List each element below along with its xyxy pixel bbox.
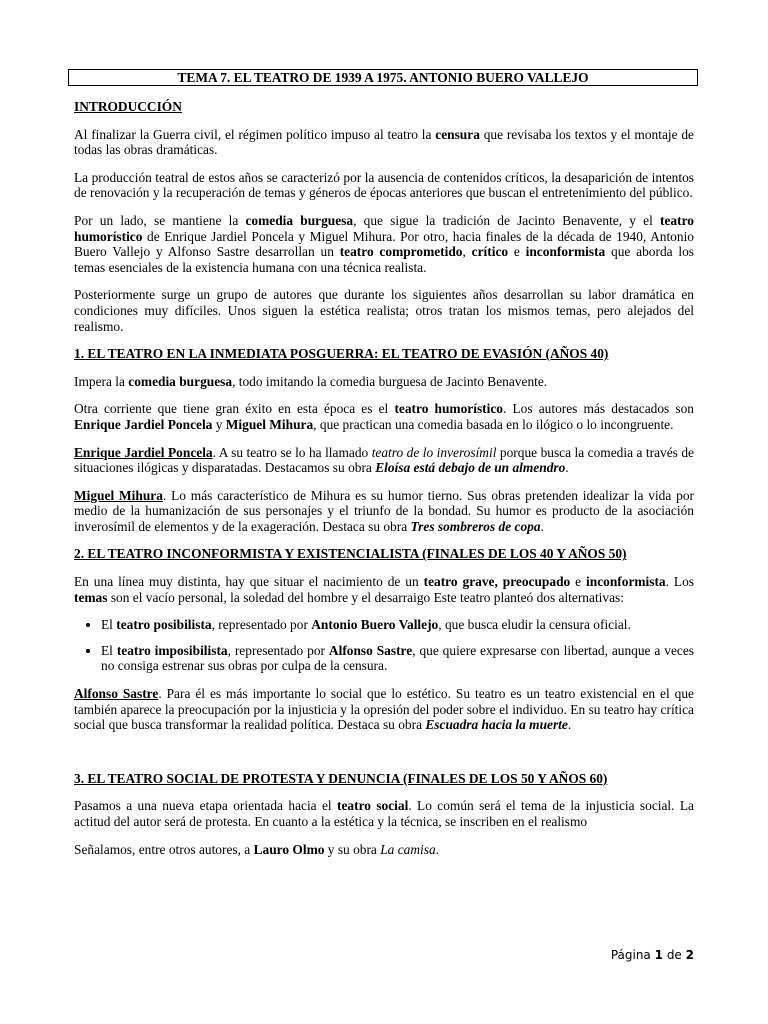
bullet-list	[74, 617, 694, 674]
document-title: TEMA 7. EL TEATRO DE 1939 A 1975. ANTONIO BUERO VALLEJO	[68, 69, 698, 86]
list-item: • El teatro posibilista, representado por Antonio Buero Vallejo, que busca eludir la censura oficial.	[101, 617, 694, 633]
paragraph: Otra corriente que tiene gran éxito en esta época es el teatro humorístico. Los autores más destacados son Enrique Jardiel Poncela y Miguel Mihura, que practican una comedia basada en lo ilógico o lo incongruente.	[74, 401, 695, 432]
heading-section-3: 3. EL TEATRO SOCIAL DE PROTESTA Y DENUNCIA (FINALES DE LOS 50 Y AÑOS 60)	[74, 770, 608, 786]
paragraph: Pasamos a una nueva etapa orientada hacia el teatro social. Lo común será el tema de la injusticia social. La actitud del autor será de protesta. En cuanto a la estética y la técnica, se inscriben en el realismo	[74, 798, 694, 829]
paragraph: Impera la comedia burguesa, todo imitando la comedia burguesa de Jacinto Benavente.	[74, 373, 548, 389]
heading-section-2: 2. EL TEATRO INCONFORMISTA Y EXISTENCIALISTA (FINALES DE LOS 40 Y AÑOS 50)	[74, 546, 627, 562]
document-body	[74, 99, 694, 869]
paragraph: Señalamos, entre otros autores, a Lauro Olmo y su obra La camisa.	[74, 841, 440, 857]
paragraph: Posteriormente surge un grupo de autores que durante los siguientes años desarrollan su labor dramática en condiciones muy difíciles. Unos siguen la estética realista; otros tratan los mismos temas, pero alejados del realismo.	[74, 287, 694, 334]
page-number: Página 1 de 2	[610, 948, 694, 962]
paragraph: Miguel Mihura. Lo más característico de Mihura es su humor tierno. Sus obras pretenden idealizar la vida por medio de la humanización de sus personajes y el triunfo de la bondad. Su humor es producto de la asociación inverosímil de elementos y de la exageración. Destaca su obra Tres sombreros de copa.	[74, 487, 694, 534]
heading-introduccion: INTRODUCCIÓN	[74, 99, 182, 114]
paragraph: Enrique Jardiel Poncela. A su teatro se lo ha llamado teatro de lo inverosímil porque busca la comedia a través de situaciones ilógicas y disparatadas. Destacamos su obra Eloísa está debajo de un almendro.	[74, 444, 695, 476]
paragraph: Por un lado, se mantiene la comedia burguesa, que sigue la tradición de Jacinto Benavente, y el teatro humorístico de Enrique Jardiel Poncela y Miguel Mihura. Por otro, hacia finales de la década de 1940, Antonio Buero Vallejo y Alfonso Sastre desarrollan un teatro comprometido, crítico e inconformista que aborda los temas esenciales de la existencia humana con una técnica realista.	[74, 212, 695, 275]
heading-section-1: 1. EL TEATRO EN LA INMEDIATA POSGUERRA: EL TEATRO DE EVASIÓN (AÑOS 40)	[74, 346, 609, 362]
spacer	[74, 745, 694, 771]
list-item: • El teatro imposibilista, representado por Alfonso Sastre, que quiere expresarse con libertad, aunque a veces no consiga estrenar sus obras por culpa de la censura.	[101, 643, 694, 674]
paragraph: En una línea muy distinta, hay que situar el nacimiento de un teatro grave, preocupado e inconformista. Los temas son el vacío personal, la soledad del hombre y el desarraigo Este teatro planteó dos alternativas:	[74, 574, 694, 605]
paragraph: Al finalizar la Guerra civil, el régimen político impuso al teatro la censura que revisaba los textos y el montaje de todas las obras dramáticas.	[74, 126, 694, 158]
paragraph: Alfonso Sastre. Para él es más importante lo social que lo estético. Su teatro es un teatro existencial en el que también aparece la preocupación por la injusticia y la opresión del poder sobre el individuo. En su teatro hay crítica social que busca transformar la realidad política. Destaca su obra Escuadra hacia la muerte.	[74, 686, 694, 733]
paragraph: La producción teatral de estos años se caracterizó por la ausencia de contenidos críticos, la desaparición de intentos de renovación y la recuperación de temas y géneros de épocas anteriores que buscan el entretenimiento del público.	[74, 169, 694, 201]
